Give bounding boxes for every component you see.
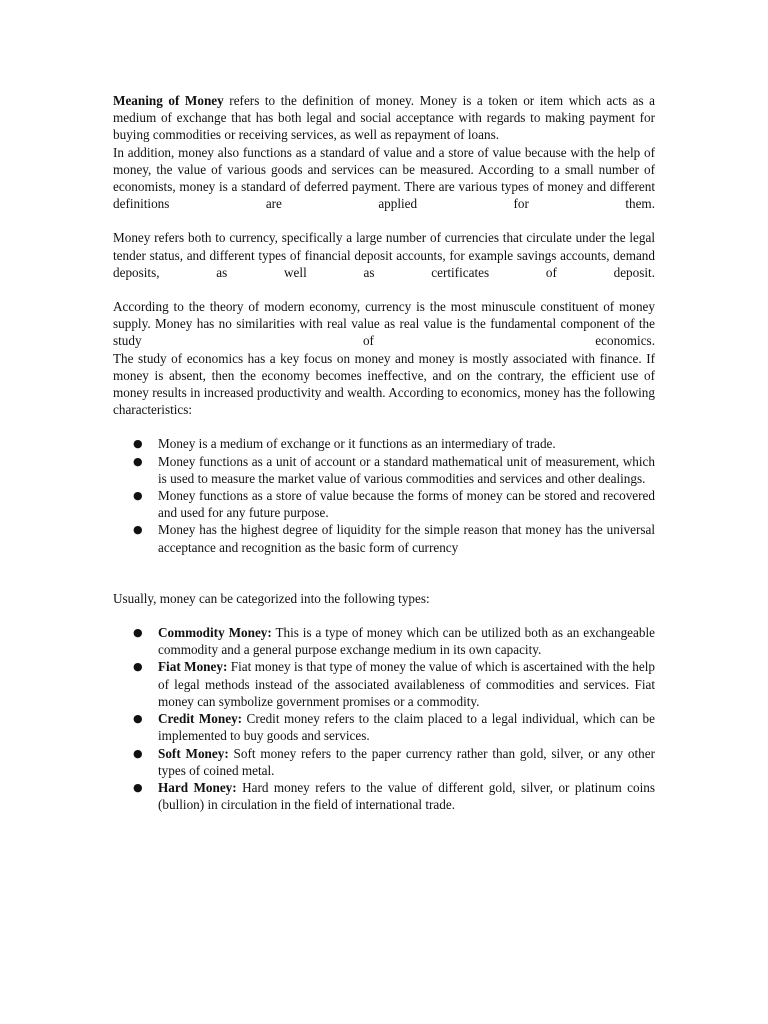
document-page [113,92,655,813]
types-list [113,624,655,813]
bullet-icon: ● [133,626,143,640]
list-item: ● Commodity Money: This is a type of money which can be utilized both as an exchangeable commodity and a general purpose exchange medium in its own capacity. [133,625,655,658]
list-item: ● Money has the highest degree of liquidity for the simple reason that money has the universal acceptance and recognition as the basic form of currency [133,522,655,555]
intro-text: refers to the definition of money. Money is a token or item which acts as a medium of exchange that has both legal and social acceptance with regards to making payment for buying commodities or receiving services, as well as repayment of loans. [113,93,655,143]
bullet-icon: ● [133,489,143,503]
list-item: ● Fiat Money: Fiat money is that type of money the value of which is ascertained with the help of legal methods instead of the associated availableness of commodities and services. Fiat money can symbolize government promises or a commodity. [133,659,656,709]
type-term: Soft Money: [158,745,229,761]
bullet-icon: ● [133,437,143,451]
economics-paragraph: The study of economics has a key focus on money and money is mostly associated with finance. If money is absent, then the economy becomes ineffective, and on the contrary, the efficient use of money results in increased productivity and wealth. According to economics, money has the following characteristics: [113,350,655,418]
economy-paragraph: According to the theory of modern economy, currency is the most minuscule constituent of money supply. Money has no similarities with real value as real value is the fundamental component of the study of economics. [113,299,655,349]
bullet-icon: ● [133,712,143,726]
list-item: ● Credit Money: Credit money refers to the claim placed to a legal individual, which can be implemented to buy goods and services. [133,711,655,744]
types-intro: Usually, money can be categorized into the following types: [113,590,430,606]
bullet-icon: ● [133,660,143,674]
list-item: ● Money functions as a unit of account or a standard mathematical unit of measurement, which is used to measure the market value of various commodities and services and other dealings. [133,453,655,486]
list-item: ● Hard Money: Hard money refers to the value of different gold, silver, or platinum coins (bullion) in circulation in the field of international trade. [133,779,655,813]
characteristics-list [113,435,655,555]
type-term: Fiat Money: [158,659,228,675]
currency-paragraph: Money refers both to currency, specifically a large number of currencies that circulate under the legal tender status, and different types of financial deposit accounts, for example savings accounts, demand deposits, as well as certificates of deposit. [113,230,655,280]
type-term: Hard Money: [158,779,237,795]
bullet-icon: ● [133,746,143,760]
value-paragraph: In addition, money also functions as a standard of value and a store of value because with the help of money, the value of various goods and services can be measured. According to a small number of economists, money is a standard of deferred payment. There are various types of money and different definitions are applied for them. [113,144,655,212]
intro-term: Meaning of Money [113,93,224,108]
bullet-icon: ● [133,780,143,794]
bullet-icon: ● [133,523,143,537]
list-item: ● Soft Money: Soft money refers to the paper currency rather than gold, silver, or any other types of coined metal. [133,745,655,778]
type-term: Commodity Money: [158,625,272,641]
intro-paragraph [113,92,655,144]
type-term: Credit Money: [158,711,243,727]
bullet-icon: ● [133,454,143,468]
list-item: ● Money functions as a store of value because the forms of money can be stored and recovered and used for any future purpose. [133,488,655,521]
list-item: ● Money is a medium of exchange or it functions as an intermediary of trade. [133,436,556,452]
